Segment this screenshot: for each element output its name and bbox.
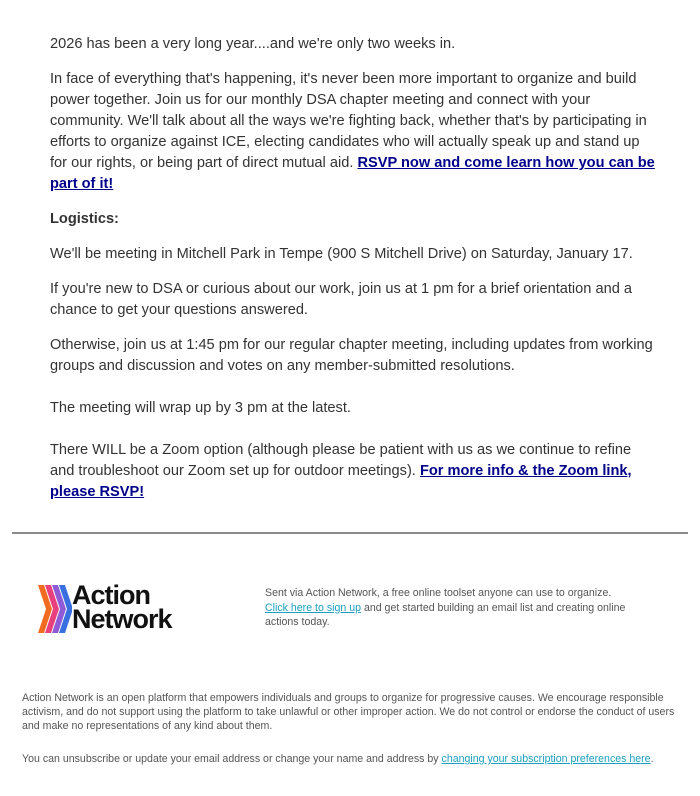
zoom-rsvp-link[interactable]: For more info & the Zoom link, please RSVP! xyxy=(50,463,632,500)
action-network-logo[interactable] xyxy=(38,580,190,635)
zoom-paragraph xyxy=(50,440,655,503)
wrap-up-paragraph: The meeting will wrap up by 3 pm at the latest. xyxy=(50,400,351,416)
platform-disclaimer: Action Network is an open platform that empowers individuals and groups to organize for progressive causes. We encourage responsible activism, and do not support using the platform to take unlawful or other improper action. We do not control or endorse the conduct of users and make no representations of any kind about them. xyxy=(22,692,675,732)
sent-via-text: Sent via Action Network, a free online toolset anyone can use to organize. xyxy=(265,587,612,599)
logistics-heading xyxy=(50,209,655,230)
signup-rest-text: and get started building an email list and creating online actions today. xyxy=(265,601,626,628)
intro-paragraph: 2026 has been a very long year....and we're only two weeks in. xyxy=(50,36,456,52)
unsubscribe-text: You can unsubscribe or update your email address or change your name and address by xyxy=(22,753,439,765)
logo-wordmark xyxy=(72,580,172,634)
logistics-heading-text: Logistics: xyxy=(50,211,119,227)
logo-word-network: Network xyxy=(72,604,172,634)
signup-link[interactable]: Click here to sign up xyxy=(265,601,361,614)
logo-word-action: Action xyxy=(72,580,150,610)
rsvp-link[interactable]: RSVP now and come learn how you can be part of it! xyxy=(50,155,655,192)
unsubscribe-period: . xyxy=(650,753,654,765)
call-to-action-paragraph xyxy=(50,69,655,195)
sent-via-notice xyxy=(265,586,637,630)
location-paragraph: We'll be meeting in Mitchell Park in Tempe (900 S Mitchell Drive) on Saturday, January 17. xyxy=(50,246,633,262)
zoom-text: There WILL be a Zoom option (although please be patient with us as we continue to refine and troubleshoot our Zoom set up for outdoor meetings). xyxy=(50,442,632,479)
action-network-logo-icon xyxy=(38,585,72,633)
orientation-paragraph: If you're new to DSA or curious about our work, join us at 1 pm for a brief orientation and a chance to get your questions answered. xyxy=(50,281,632,318)
unsubscribe-notice xyxy=(22,752,692,766)
subscription-preferences-link[interactable]: changing your subscription preferences here xyxy=(441,753,651,765)
meeting-paragraph: Otherwise, join us at 1:45 pm for our regular chapter meeting, including updates from working groups and discussion and votes on any member-submitted resolutions. xyxy=(50,337,653,374)
footer-divider xyxy=(12,532,688,534)
call-to-action-text: In face of everything that's happening, it's never been more important to organize and build power together. Join us for our monthly DSA chapter meeting and connect with your community. We'll talk about all the ways we're fighting back, whether that's by participating in efforts to organize against ICE, electing candidates who will actually speak up and stand up for our rights, or being part of direct mutual aid. xyxy=(50,71,647,171)
email-body xyxy=(50,34,655,517)
